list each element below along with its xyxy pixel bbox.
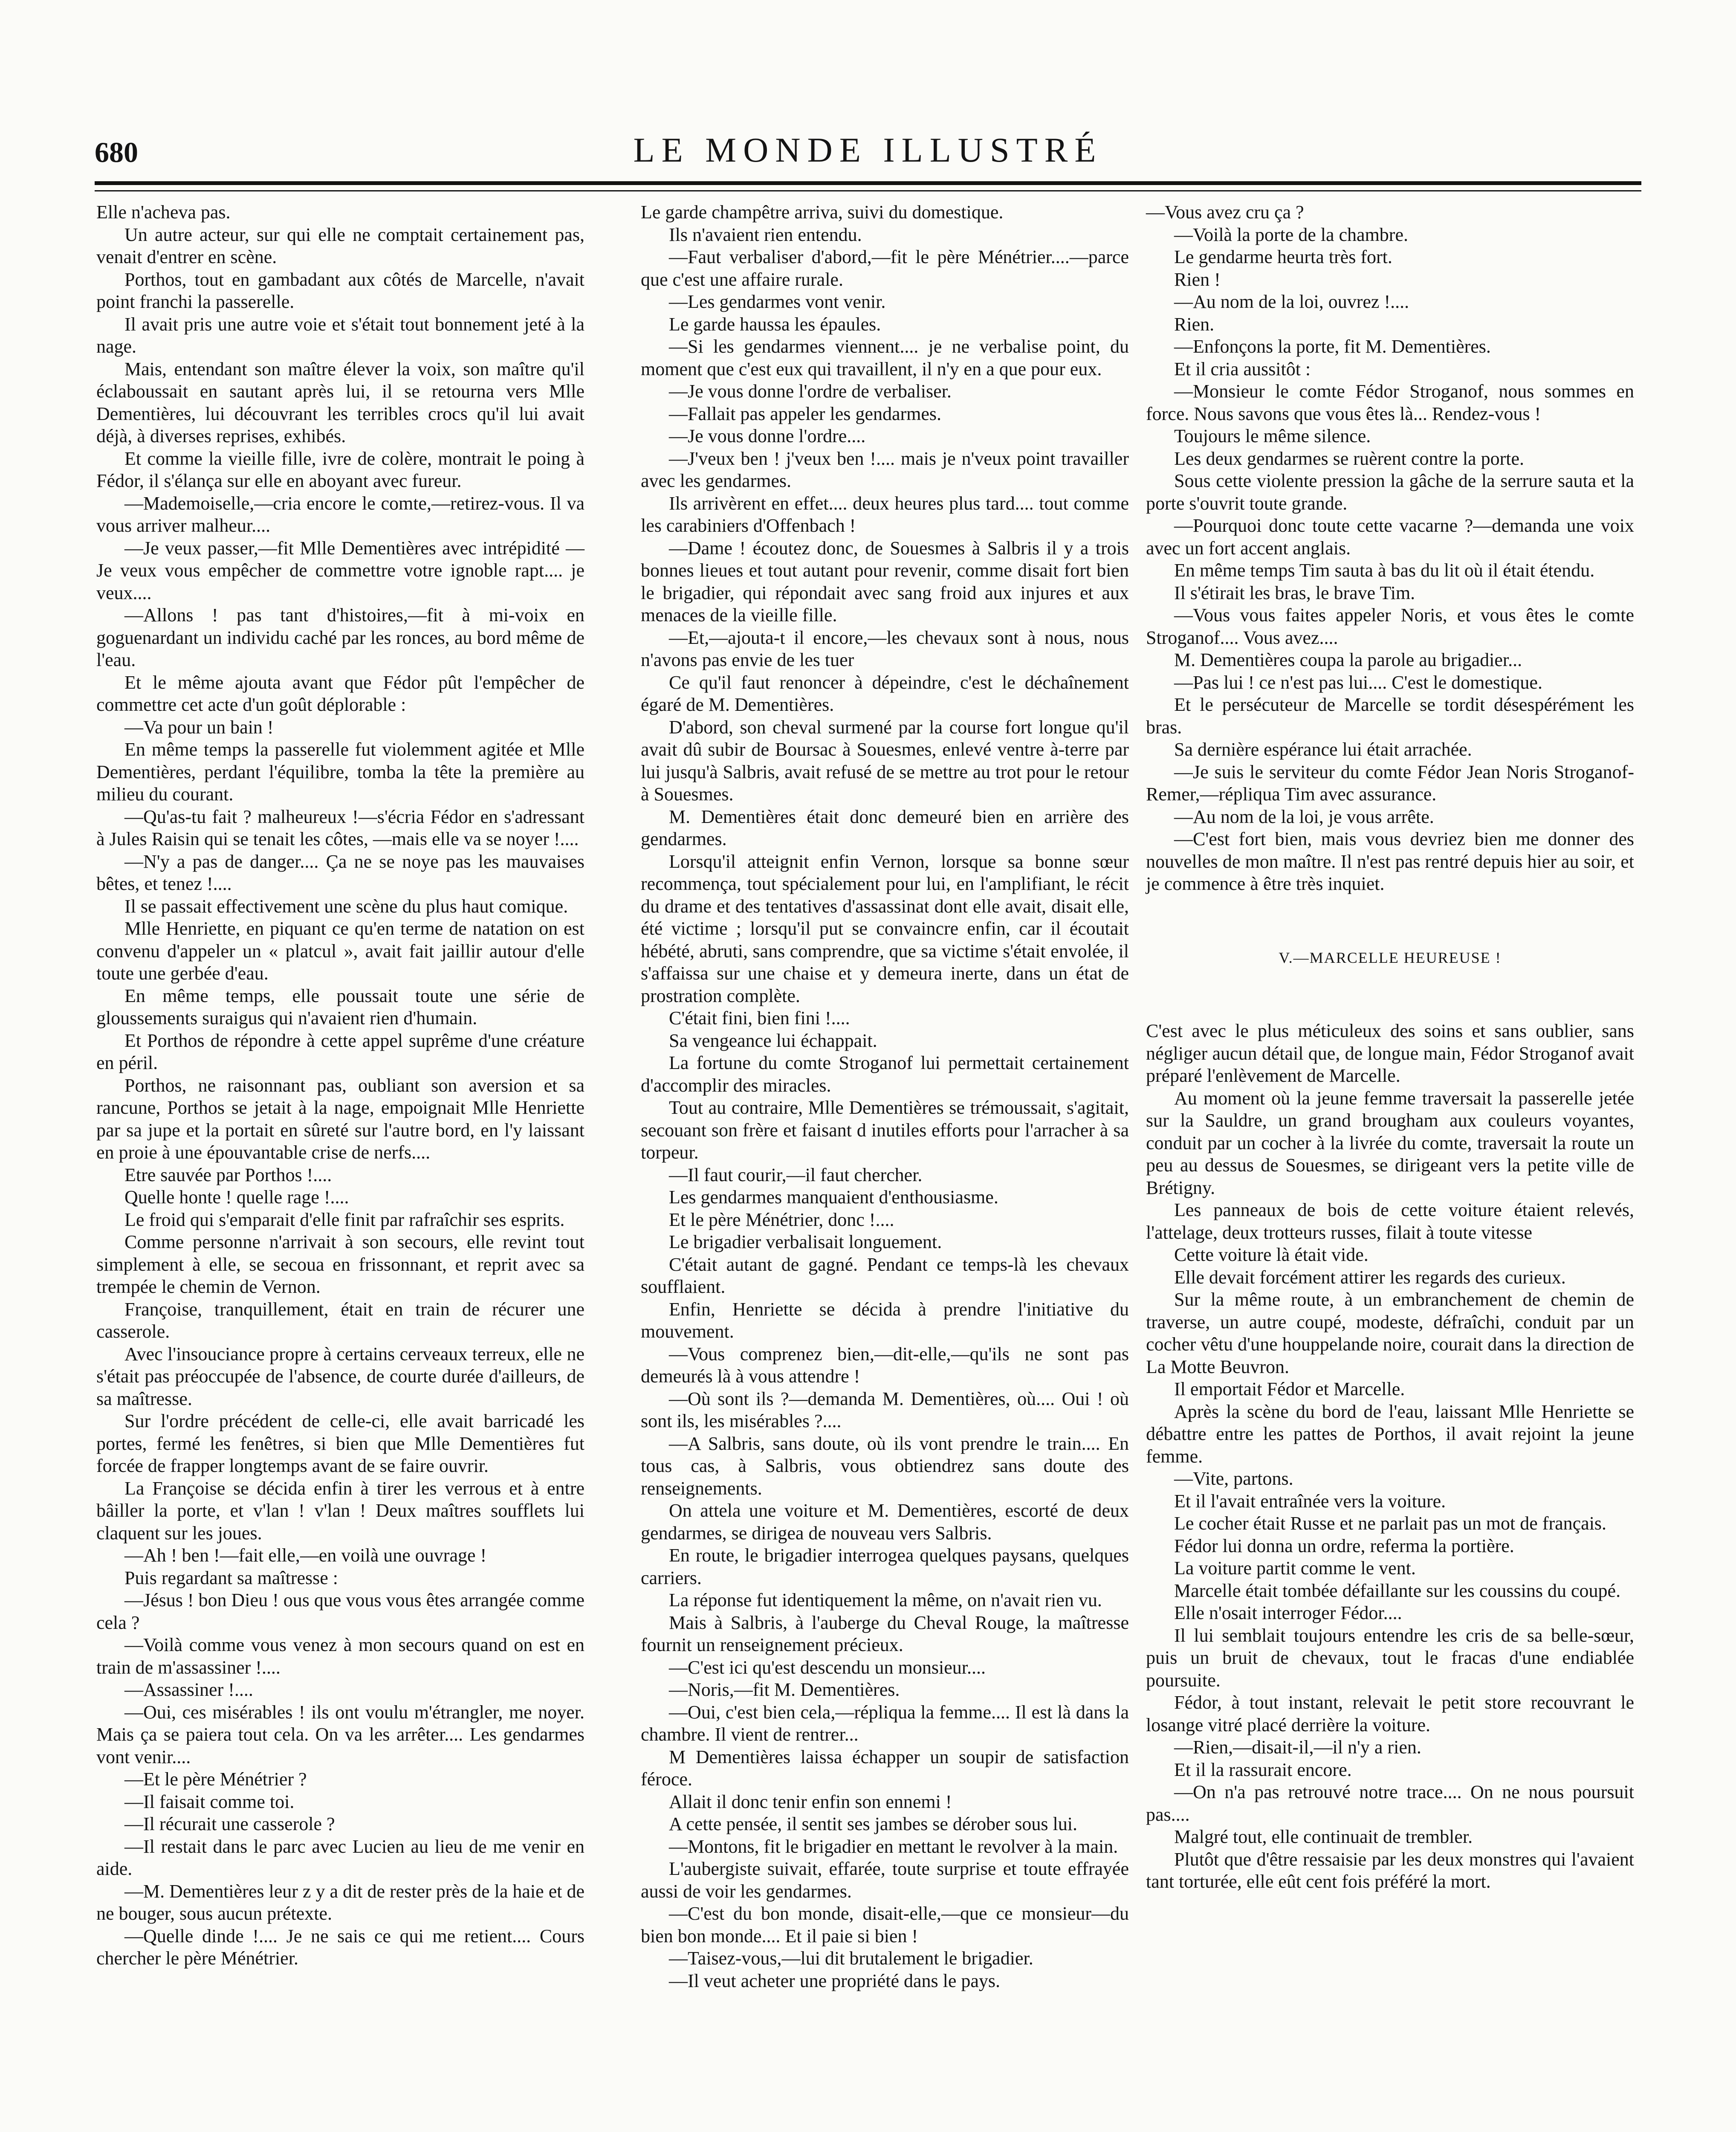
paragraph: Fédor lui donna un ordre, referma la portière.: [1174, 1535, 1514, 1556]
paragraph: Etre sauvée par Porthos !....: [124, 1164, 332, 1185]
column-middle: [641, 201, 1129, 1992]
paragraph: Les panneaux de bois de cette voiture étaient relevés, l'attelage, deux trotteurs russes, filait à toute vitesse: [1146, 1199, 1634, 1243]
paragraph: Les gendarmes manquaient d'enthousiasme.: [669, 1187, 998, 1208]
paragraph: Quelle honte ! quelle rage !....: [124, 1187, 349, 1208]
paragraph: —Noris,—fit M. Dementières.: [669, 1679, 900, 1700]
paragraph: —Fallait pas appeler les gendarmes.: [669, 403, 942, 424]
paragraph: —Monsieur le comte Fédor Stroganof, nous sommes en force. Nous savons que vous êtes là... Rendez-vous !: [1146, 381, 1634, 424]
paragraph: Et le père Ménétrier, donc !....: [669, 1209, 894, 1230]
paragraph: Le froid qui s'emparait d'elle finit par rafraîchir ses esprits.: [124, 1209, 565, 1230]
paragraph: Sur l'ordre précédent de celle-ci, elle avait barricadé les portes, fermé les fenêtres, si bien que Mlle Dementières fut forcée de frapper longtemps avant de se faire ouvrir.: [96, 1411, 584, 1476]
paragraph: Porthos, tout en gambadant aux côtés de Marcelle, n'avait point franchi la passerelle.: [96, 269, 584, 312]
paragraph: —Si les gendarmes viennent.... je ne verbalise point, du moment que c'est eux qui travaillent, il n'y en a que pour eux.: [641, 336, 1129, 379]
paragraph: La voiture partit comme le vent.: [1174, 1558, 1416, 1579]
paragraph: C'est avec le plus méticuleux des soins et sans oublier, sans négliger aucun détail que, de longue main, Fédor Stroganof avait préparé l'enlèvement de Marcelle.: [1146, 1020, 1634, 1086]
paragraph: —Et le père Ménétrier ?: [124, 1769, 307, 1790]
paragraph: Rien !: [1174, 269, 1221, 290]
paragraph: —Vite, partons.: [1174, 1468, 1293, 1489]
paragraph: Il emportait Fédor et Marcelle.: [1174, 1379, 1405, 1399]
paragraph: Il lui semblait toujours entendre les cris de sa belle-sœur, puis un bruit de chevaux, tout le fracas d'une endiablée poursuite.: [1146, 1625, 1634, 1691]
paragraph: —Voilà la porte de la chambre.: [1174, 224, 1408, 245]
paragraph: Cette voiture là était vide.: [1174, 1244, 1369, 1265]
column-right-bottom: [1146, 1020, 1634, 1893]
column-left: [96, 201, 584, 1970]
paragraph: —N'y a pas de danger.... Ça ne se noye pas les mauvaises bêtes, et tenez !....: [96, 851, 584, 894]
paragraph: Puis regardant sa maîtresse :: [124, 1567, 338, 1588]
paragraph: —Va pour un bain !: [124, 716, 274, 738]
paragraph: Le brigadier verbalisait longuement.: [669, 1231, 942, 1252]
paragraph: —Voilà comme vous venez à mon secours quand on est en train de m'assassiner !....: [96, 1634, 584, 1678]
paragraph: La réponse fut identiquement la même, on n'avait rien vu.: [669, 1590, 1102, 1611]
paragraph: Porthos, ne raisonnant pas, oubliant son aversion et sa rancune, Porthos se jetait à la nage, empoignait Mlle Henriette par sa jupe et la portait en sûreté sur l'autre bord, en l'y laissant en proie à une épouvantable crise de nerfs....: [96, 1075, 584, 1163]
paragraph: —Jésus ! bon Dieu ! ous que vous vous êtes arrangée comme cela ?: [96, 1590, 584, 1633]
paragraph: —Vous comprenez bien,—dit-elle,—qu'ils ne sont pas demeurés là à vous attendre !: [641, 1343, 1129, 1387]
paragraph: Enfin, Henriette se décida à prendre l'initiative du mouvement.: [641, 1298, 1129, 1342]
paragraph: Mlle Henriette, en piquant ce qu'en terme de natation on est convenu d'appeler un « platcul », avait fait jaillir autour d'elle toute une gerbée d'eau.: [96, 918, 584, 984]
header-rule-thick: [95, 181, 1641, 185]
paragraph: Mais à Salbris, à l'auberge du Cheval Rouge, la maîtresse fournit un renseignement précieux.: [641, 1612, 1129, 1655]
paragraph: —Taisez-vous,—lui dit brutalement le brigadier.: [669, 1948, 1033, 1969]
paragraph: Et comme la vieille fille, ivre de colère, montrait le poing à Fédor, il s'élança sur elle en aboyant avec fureur.: [96, 448, 584, 491]
paragraph: —Je vous donne l'ordre....: [669, 426, 866, 446]
paragraph: Il s'étirait les bras, le brave Tim.: [1174, 582, 1415, 603]
paragraph: —Où sont ils ?—demanda M. Dementières, où.... Oui ! où sont ils, les misérables ?....: [641, 1388, 1129, 1431]
paragraph: Mais, entendant son maître élever la voix, son maître qu'il éclaboussait en sautant après lui, il se retourna vers Mlle Dementières, lui découvrant les terribles crocs qu'il lui avait déjà, à diverses reprises, exhibés.: [96, 358, 584, 446]
paragraph: —Mademoiselle,—cria encore le comte,—retirez-vous. Il va vous arriver malheur....: [96, 492, 584, 536]
paragraph: —Les gendarmes vont venir.: [669, 291, 886, 312]
paragraph: —On n'a pas retrouvé notre trace.... On ne nous poursuit pas....: [1146, 1781, 1634, 1825]
paragraph: Sa dernière espérance lui était arrachée.: [1174, 739, 1472, 760]
paragraph: En route, le brigadier interrogea quelques paysans, quelques carriers.: [641, 1545, 1129, 1588]
paragraph: Au moment où la jeune femme traversait la passerelle jetée sur la Sauldre, un grand brougham aux couleurs voyantes, conduit par un cocher à la livrée du comte, traversait la route un peu au dessus de Souesmes, se dirigeant vers la petite ville de Brétigny.: [1146, 1087, 1634, 1198]
paragraph: —C'est fort bien, mais vous devriez bien me donner des nouvelles de mon maître. Il n'est pas rentré depuis hier au soir, et je commence à être très inquiet.: [1146, 828, 1634, 894]
paragraph: Le garde haussa les épaules.: [669, 313, 881, 335]
paragraph: —J'veux ben ! j'veux ben !.... mais je n'veux point travailler avec les gendarmes.: [641, 448, 1129, 491]
paragraph: Et il cria aussitôt :: [1174, 358, 1311, 379]
paragraph: La fortune du comte Stroganof lui permettait certainement d'accomplir des miracles.: [641, 1052, 1129, 1096]
paragraph: En même temps la passerelle fut violemment agitée et Mlle Dementières, perdant l'équilibre, tomba la tête la première au milieu du courant.: [96, 739, 584, 805]
paragraph: —Allons ! pas tant d'histoires,—fit à mi-voix en goguenardant un individu caché par les ronces, au bord même de l'eau.: [96, 605, 584, 670]
paragraph: Il se passait effectivement une scène du plus haut comique.: [124, 895, 568, 917]
paragraph: En même temps, elle poussait toute une série de gloussements suraigus qui n'avaient rien d'humain.: [96, 985, 584, 1028]
paragraph: Plutôt que d'être ressaisie par les deux monstres qui l'avaient tant torturée, elle eût cent fois préféré la mort.: [1146, 1848, 1634, 1892]
paragraph: —Ah ! ben !—fait elle,—en voilà une ouvrage !: [124, 1545, 487, 1566]
paragraph: —A Salbris, sans doute, où ils vont prendre le train.... En tous cas, à Salbris, vous obtiendrez sans doute des renseignements.: [641, 1433, 1129, 1499]
masthead-title: LE MONDE ILLUSTRÉ: [633, 130, 1103, 169]
paragraph: Ils n'avaient rien entendu.: [669, 224, 862, 245]
paragraph: —Il faut courir,—il faut chercher.: [669, 1164, 923, 1185]
paragraph: —Je veux passer,—fit Mlle Dementières avec intrépidité —Je veux vous empêcher de commettre votre ignoble rapt.... je veux....: [96, 537, 584, 603]
section-heading: V.—MARCELLE HEUREUSE !: [1279, 949, 1502, 966]
paragraph: Françoise, tranquillement, était en train de récurer une casserole.: [96, 1298, 584, 1342]
paragraph: C'était autant de gagné. Pendant ce temps-là les chevaux soufflaient.: [641, 1254, 1129, 1297]
paragraph: —Oui, ces misérables ! ils ont voulu m'étrangler, me noyer. Mais ça se paiera tout cela. On va les arrêter.... Les gendarmes vont venir....: [96, 1701, 584, 1767]
paragraph: Fédor, à tout instant, relevait le petit store recouvrant le losange vitré placé derrière la voiture.: [1146, 1692, 1634, 1735]
paragraph: —Assassiner !....: [124, 1679, 253, 1700]
paragraph: Elle n'acheva pas.: [96, 202, 231, 223]
paragraph: Toujours le même silence.: [1174, 426, 1371, 446]
paragraph: —Et,—ajouta-t il encore,—les chevaux sont à nous, nous n'avons pas envie de les tuer: [641, 627, 1129, 670]
page-number: 680: [95, 136, 138, 168]
paragraph: Après la scène du bord de l'eau, laissant Mlle Henriette se débattre entre les pattes de Porthos, il avait rejoint la jeune femme.: [1146, 1401, 1634, 1467]
paragraph: Marcelle était tombée défaillante sur les coussins du coupé.: [1174, 1580, 1621, 1601]
paragraph: A cette pensée, il sentit ses jambes se dérober sous lui.: [669, 1813, 1077, 1834]
paragraph: Sur la même route, à un embranchement de chemin de traverse, un autre coupé, modeste, défraîchi, conduit par un cocher vêtu d'une houppelande noire, courait dans la direction de La Motte Beuvron.: [1146, 1289, 1634, 1377]
paragraph: Lorsqu'il atteignit enfin Vernon, lorsque sa bonne sœur recommença, tout spécialement pour lui, en l'amplifiant, le récit du drame et des tentatives d'assassinat dont elle avait, disait elle, été victime ; lorsqu'il put se convaincre enfin, car il écoutait hébété, abruti, sans comprendre, que sa victime s'était envolée, il s'affaissa sur une chaise et y demeura inerte, dans un état de prostration complète.: [641, 851, 1129, 1006]
paragraph: Ils arrivèrent en effet.... deux heures plus tard.... tout comme les carabiniers d'Offenbach !: [641, 492, 1129, 536]
paragraph: M Dementières laissa échapper un soupir de satisfaction féroce.: [641, 1746, 1129, 1790]
paragraph: L'aubergiste suivait, effarée, toute surprise et toute effrayée aussi de voir les gendarmes.: [641, 1858, 1129, 1902]
paragraph: Un autre acteur, sur qui elle ne comptait certainement pas, venait d'entrer en scène.: [96, 224, 584, 267]
paragraph: Le garde champêtre arriva, suivi du domestique.: [641, 202, 1004, 223]
paragraph: Tout au contraire, Mlle Dementières se trémoussait, s'agitait, secouant son frère et faisant d inutiles efforts pour l'arracher à sa torpeur.: [641, 1097, 1129, 1163]
paragraph: —Il faisait comme toi.: [124, 1791, 295, 1812]
paragraph: —Oui, c'est bien cela,—répliqua la femme.... Il est là dans la chambre. Il vient de rentrer...: [641, 1701, 1129, 1745]
paragraph: —Pas lui ! ce n'est pas lui.... C'est le domestique.: [1174, 672, 1542, 693]
paragraph: —Dame ! écoutez donc, de Souesmes à Salbris il y a trois bonnes lieues et tout autant pour revenir, comme disait fort bien le brigadier, qui répondait avec sang froid aux injures et aux menaces de la vieille fille.: [641, 537, 1129, 626]
paragraph: —Il restait dans le parc avec Lucien au lieu de me venir en aide.: [96, 1836, 584, 1879]
paragraph: —C'est ici qu'est descendu un monsieur....: [669, 1657, 986, 1678]
paragraph: —Vous avez cru ça ?: [1146, 202, 1304, 223]
paragraph: Et il la rassurait encore.: [1174, 1759, 1352, 1780]
paragraph: —Quelle dinde !.... Je ne sais ce qui me retient.... Cours chercher le père Ménétrier.: [96, 1925, 584, 1969]
paragraph: Et le persécuteur de Marcelle se tordit désespérément les bras.: [1146, 694, 1634, 738]
paragraph: —Enfonçons la porte, fit M. Dementières.: [1174, 336, 1491, 357]
paragraph: En même temps Tim sauta à bas du lit où il était étendu.: [1174, 560, 1595, 581]
paragraph: Sa vengeance lui échappait.: [669, 1030, 877, 1051]
column-right-top: [1146, 201, 1634, 895]
paragraph: Le cocher était Russe et ne parlait pas un mot de français.: [1174, 1513, 1607, 1534]
paragraph: Elle n'osait interroger Fédor....: [1174, 1602, 1402, 1623]
header-rule-thin: [95, 190, 1641, 191]
paragraph: M. Dementières était donc demeuré bien en arrière des gendarmes.: [641, 806, 1129, 849]
paragraph: —M. Dementières leur z y a dit de rester près de la haie et de ne bouger, sous aucun prétexte.: [96, 1880, 584, 1924]
paragraph: —Vous vous faites appeler Noris, et vous êtes le comte Stroganof.... Vous avez....: [1146, 605, 1634, 648]
paragraph: Malgré tout, elle continuait de trembler.: [1174, 1826, 1473, 1847]
paragraph: —C'est du bon monde, disait-elle,—que ce monsieur—du bien bon monde.... Et il paie si bien !: [641, 1903, 1129, 1947]
paragraph: —Rien,—disait-il,—il n'y a rien.: [1174, 1737, 1421, 1758]
paragraph: On attela une voiture et M. Dementières, escorté de deux gendarmes, se dirigea de nouveau vers Salbris.: [641, 1500, 1129, 1544]
paragraph: La Françoise se décida enfin à tirer les verrous et à entre bâiller la porte, et v'lan ! v'lan ! Deux maîtres soufflets lui claquent sur les joues.: [96, 1477, 584, 1544]
paragraph: Sous cette violente pression la gâche de la serrure sauta et la porte s'ouvrit toute grande.: [1146, 470, 1634, 514]
paragraph: Avec l'insouciance propre à certains cerveaux terreux, elle ne s'était pas préoccupée de l'absence, de courte durée d'ailleurs, de sa maîtresse.: [96, 1343, 584, 1409]
paragraph: D'abord, son cheval surmené par la course fort longue qu'il avait dû subir de Boursac à Souesmes, enlevé ventre à-terre par lui jusqu'à Salbris, avait refusé de se mettre au trot pour le retour à Souesmes.: [641, 716, 1129, 805]
paragraph: —Il récurait une casserole ?: [124, 1813, 335, 1834]
paragraph: —Pourquoi donc toute cette vacarne ?—demanda une voix avec un fort accent anglais.: [1146, 515, 1634, 559]
paragraph: Et il l'avait entraînée vers la voiture.: [1174, 1490, 1446, 1512]
paragraph: —Au nom de la loi, ouvrez !....: [1174, 291, 1409, 312]
paragraph: —Il veut acheter une propriété dans le pays.: [669, 1970, 1001, 1991]
paragraph: M. Dementières coupa la parole au brigadier...: [1174, 649, 1522, 670]
paragraph: Les deux gendarmes se ruèrent contre la porte.: [1174, 448, 1524, 469]
paragraph: —Je vous donne l'ordre de verbaliser.: [669, 381, 952, 402]
paragraph: Comme personne n'arrivait à son secours, elle revint tout simplement à elle, se secoua en frissonnant, et reprit avec sa trempée le chemin de Vernon.: [96, 1231, 584, 1297]
paragraph: C'était fini, bien fini !....: [669, 1008, 850, 1028]
paragraph: Rien.: [1174, 313, 1215, 335]
paragraph: Allait il donc tenir enfin son ennemi !: [669, 1791, 952, 1812]
paragraph: Le gendarme heurta très fort.: [1174, 246, 1392, 267]
paragraph: —Faut verbaliser d'abord,—fit le père Ménétrier....—parce que c'est une affaire rurale.: [641, 246, 1129, 290]
paragraph: Elle devait forcément attirer les regards des curieux.: [1174, 1266, 1566, 1288]
paragraph: Et le même ajouta avant que Fédor pût l'empêcher de commettre cet acte d'un goût déplorable :: [96, 672, 584, 715]
paragraph: Il avait pris une autre voie et s'était tout bonnement jeté à la nage.: [96, 313, 584, 357]
paragraph: Et Porthos de répondre à cette appel suprême d'une créature en péril.: [96, 1030, 584, 1073]
paragraph: —Qu'as-tu fait ? malheureux !—s'écria Fédor en s'adressant à Jules Raisin qui se tenait les côtes, —mais elle va se noyer !....: [96, 806, 584, 849]
paragraph: Ce qu'il faut renoncer à dépeindre, c'est le déchaînement égaré de M. Dementières.: [641, 672, 1129, 715]
paragraph: —Montons, fit le brigadier en mettant le revolver à la main.: [669, 1836, 1118, 1857]
paragraph: —Je suis le serviteur du comte Fédor Jean Noris Stroganof-Remer,—répliqua Tim avec assurance.: [1146, 761, 1634, 805]
paragraph: —Au nom de la loi, je vous arrête.: [1174, 806, 1434, 827]
column-right: [1146, 201, 1634, 1893]
